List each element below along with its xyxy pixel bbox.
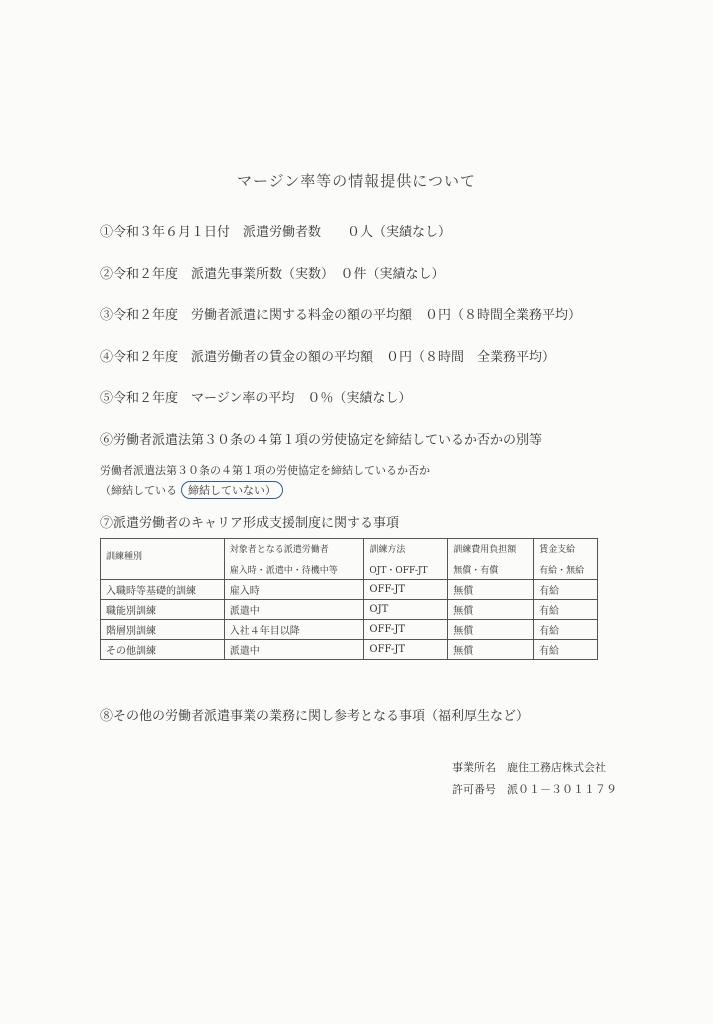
table-row [101, 580, 598, 600]
company-name: 事業所名 鹿住工務店株式会社 [452, 761, 606, 774]
table-cell: 派遣中 [224, 600, 364, 620]
table-header-row [101, 539, 598, 580]
table-cell: OJT [364, 600, 448, 620]
career-training-table [100, 538, 598, 660]
table-cell: OFF-JT [364, 580, 448, 600]
table-cell: 入社４年目以降 [224, 620, 364, 640]
table-cell: 入職時等基礎的訓練 [101, 580, 225, 600]
table-row [101, 640, 598, 660]
header-training-cost: 訓練費用負担額 無償・有償 [448, 539, 534, 580]
table-cell: 無償 [448, 620, 534, 640]
table-cell: その他訓練 [101, 640, 225, 660]
table-cell: 無償 [448, 580, 534, 600]
option-concluded: （締結している [100, 484, 177, 497]
item-5-margin-rate: ⑤令和２年度 マージン率の平均 ０％（実績なし） [100, 391, 412, 406]
table-cell: 有給 [534, 640, 598, 660]
table-cell: 有給 [534, 620, 598, 640]
table-cell: OFF-JT [364, 640, 448, 660]
table-cell: OFF-JT [364, 620, 448, 640]
license-number: 許可番号 派０１－３０１１７９ [452, 783, 617, 796]
table-cell: 階層別訓練 [101, 620, 225, 640]
table-cell: 無償 [448, 600, 534, 620]
item-3-average-fee: ③令和２年度 労働者派遣に関する料金の額の平均額 ０円（８時間全業務平均） [100, 308, 582, 323]
table-cell: 有給 [534, 600, 598, 620]
item-4-average-wage: ④令和２年度 派遣労働者の賃金の額の平均額 ０円（８時間 全業務平均） [100, 350, 556, 365]
item-1-dispatch-workers: ①令和３年６月１日付 派遣労働者数 ０人（実績なし） [100, 225, 452, 240]
item-8-other-notes: ⑧その他の労働者派遣事業の業務に関し参考となる事項（福利厚生など） [100, 709, 530, 724]
page-title: マージン率等の情報提供について [236, 172, 477, 190]
item-7-career-heading: ⑦派遣労働者のキャリア形成支援制度に関する事項 [100, 516, 400, 531]
header-wage-payment: 賃金支給 有給・無給 [534, 539, 598, 580]
option-not-concluded-circled: 締結していない） [181, 481, 283, 499]
table-cell: 有給 [534, 580, 598, 600]
table-cell: 派遣中 [224, 640, 364, 660]
header-target-workers: 対象者となる派遣労働者 雇入時・派遣中・待機中等 [224, 539, 364, 580]
agreement-question: 労働者派遣法第３０条の４第１項の労使協定を締結しているか否か [100, 464, 430, 477]
table-cell: 無償 [448, 640, 534, 660]
agreement-options [100, 481, 283, 499]
table-row [101, 620, 598, 640]
table-row [101, 600, 598, 620]
item-2-client-offices: ②令和２年度 派遣先事業所数（実数） ０件（実績なし） [100, 267, 445, 282]
header-training-type: 訓練種別 [101, 539, 225, 580]
item-6-labor-agreement: ⑥労働者派遣法第３０条の４第１項の労使協定を締結しているか否かの別等 [100, 433, 543, 448]
table-cell: 職能別訓練 [101, 600, 225, 620]
table-cell: 雇入時 [224, 580, 364, 600]
header-training-method: 訓練方法 OJT・OFF-JT [364, 539, 448, 580]
